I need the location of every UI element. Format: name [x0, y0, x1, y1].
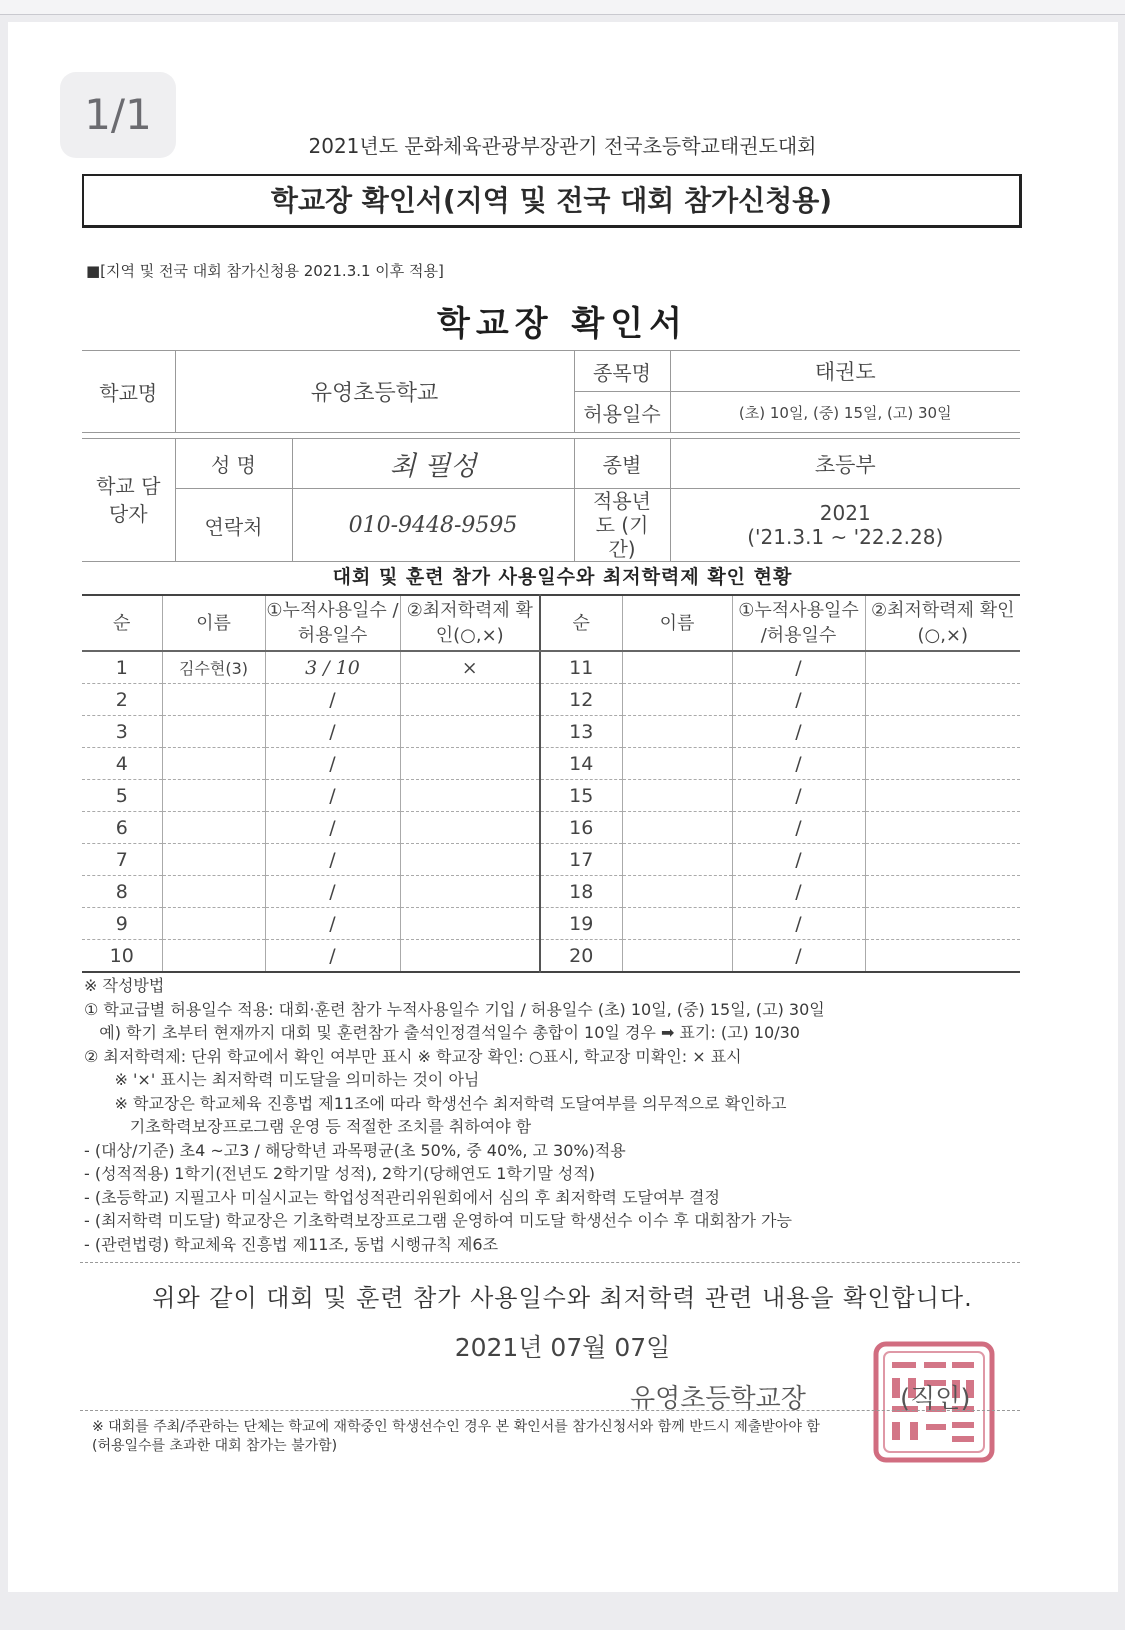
table-row [82, 876, 1020, 908]
roster-days: / [732, 908, 865, 940]
roster-name [622, 651, 732, 684]
roster-no: 13 [540, 716, 622, 748]
instruction-line: - (대상/기준) 초4 ~고3 / 해당학년 과목평균(초 50%, 중 40%, 고 30%)적용 [84, 1140, 626, 1160]
issue-date: 2021년 07월 07일 [454, 1333, 671, 1362]
instruction-line: ※ '×' 표시는 최저학력 미도달을 의미하는 것이 아님 [84, 1070, 480, 1089]
roster-name [622, 748, 732, 780]
year-label: 적용년도 (기간) [574, 489, 670, 562]
roster-check [865, 940, 1020, 973]
writing-instructions [84, 974, 1044, 1256]
roster-days: / [732, 812, 865, 844]
roster-no: 19 [540, 908, 622, 940]
competition-title: 2021년도 문화체육관광부장관기 전국초등학교태권도대회 [308, 134, 817, 158]
roster-name [162, 844, 265, 876]
roster-check [865, 908, 1020, 940]
table-row [82, 780, 1020, 812]
roster-check [865, 812, 1020, 844]
roster-check [865, 716, 1020, 748]
roster-days: / [265, 780, 400, 812]
roster-name [622, 812, 732, 844]
instruction-line: - (초등학교) 지필고사 미실시교는 학업성적관리위원회에서 심의 후 최저학력 도달여부 결정 [84, 1187, 720, 1207]
divider [80, 1410, 1020, 1411]
school-info-table [82, 350, 1020, 562]
instruction-line: ※ 학교장은 학교체육 진흥법 제11조에 따라 학생선수 최저학력 도달여부를 의무적으로 확인하고 [84, 1093, 787, 1113]
roster-section-title: 대회 및 훈련 참가 사용일수와 최저학력제 확인 현황 [332, 566, 793, 588]
table-row [82, 684, 1020, 716]
roster-no: 6 [82, 812, 162, 844]
allowed-days-value: (초) 10일, (중) 15일, (고) 30일 [670, 392, 1020, 433]
roster-name [162, 780, 265, 812]
event-value: 태권도 [670, 351, 1020, 392]
roster-check [400, 716, 540, 748]
instruction-line: - (관련법령) 학교체육 진흥법 제11조, 동법 시행규칙 제6조 [84, 1234, 499, 1254]
category-value: 초등부 [670, 439, 1020, 489]
col-header-check-2: ②최저학력제 확인(○,×) [865, 595, 1020, 651]
roster-check [400, 940, 540, 973]
roster-days: / [732, 876, 865, 908]
table-row [82, 651, 1020, 684]
manager-name-value: 최 필성 [292, 439, 574, 489]
roster-check [865, 780, 1020, 812]
allowed-days-label: 허용일수 [574, 392, 670, 433]
table-row [82, 716, 1020, 748]
year-value: 2021 [819, 501, 871, 525]
roster-days: / [265, 748, 400, 780]
roster-days: / [732, 716, 865, 748]
roster-no: 18 [540, 876, 622, 908]
roster-days: / [732, 748, 865, 780]
principal-signer: 유영초등학교장 [630, 1384, 806, 1414]
period-value: ('21.3.1 ~ '22.2.28) [747, 525, 944, 549]
roster-no: 9 [82, 908, 162, 940]
roster-no: 15 [540, 780, 622, 812]
roster-check [400, 876, 540, 908]
footnote [92, 1418, 992, 1456]
roster-days: / [265, 908, 400, 940]
col-header-no-2: 순 [540, 595, 622, 651]
roster-no: 10 [82, 940, 162, 973]
roster-check: × [400, 651, 540, 684]
roster-days: / [265, 684, 400, 716]
roster-name [622, 908, 732, 940]
table-row [82, 940, 1020, 973]
roster-name [162, 716, 265, 748]
roster-check [400, 812, 540, 844]
roster-check [400, 844, 540, 876]
document-title: 학교장 확인서 [437, 304, 688, 344]
roster-no: 17 [540, 844, 622, 876]
roster-check [400, 780, 540, 812]
roster-name [622, 780, 732, 812]
roster-days: / [265, 716, 400, 748]
roster-days: / [732, 844, 865, 876]
category-label: 종별 [574, 439, 670, 489]
col-header-check: ②최저학력제 확인(○,×) [400, 595, 540, 651]
col-header-days: ①누적사용일수 /허용일수 [265, 595, 400, 651]
roster-days: / [265, 876, 400, 908]
roster-check [865, 876, 1020, 908]
seal-label: (직인) [900, 1384, 971, 1414]
divider [80, 1262, 1020, 1263]
roster-no: 14 [540, 748, 622, 780]
col-header-name-2: 이름 [622, 595, 732, 651]
page-indicator: 1/1 [60, 72, 176, 158]
roster-name [162, 940, 265, 973]
roster-name [622, 684, 732, 716]
instruction-line: - (성적적용) 1학기(전년도 2학기말 성적), 2학기(당해연도 1학기말 성적) [84, 1164, 596, 1183]
confirmation-statement: 위와 같이 대회 및 훈련 참가 사용일수와 최저학력 관련 내용을 확인합니다. [152, 1284, 973, 1312]
roster-days: / [265, 812, 400, 844]
roster-check [865, 651, 1020, 684]
roster-name [162, 684, 265, 716]
roster-name [622, 876, 732, 908]
instruction-line: ※ 작성방법 [84, 976, 165, 995]
roster-days: / [732, 940, 865, 973]
instruction-line: - (최저학력 미도달) 학교장은 기초학력보장프로그램 운영하여 미도달 학생선수 이수 후 대회참가 가능 [84, 1211, 792, 1230]
footnote-line: (허용일수를 초과한 대회 참가는 불가함) [92, 1438, 338, 1454]
roster-table [82, 594, 1020, 973]
instruction-line: 기초학력보장프로그램 운영 등 적절한 조치를 취하여야 함 [84, 1117, 532, 1136]
roster-check [865, 684, 1020, 716]
roster-name [622, 716, 732, 748]
roster-no: 20 [540, 940, 622, 973]
col-header-no: 순 [82, 595, 162, 651]
roster-days: / [732, 780, 865, 812]
roster-check [865, 748, 1020, 780]
contact-label: 연락처 [175, 489, 292, 562]
school-name-value: 유영초등학교 [175, 351, 574, 433]
instruction-line: ② 최저학력제: 단위 학교에서 확인 여부만 표시 ※ 학교장 확인: ○표시, 학교장 미확인: × 표시 [84, 1046, 742, 1066]
roster-name [162, 908, 265, 940]
roster-name [162, 748, 265, 780]
roster-no: 12 [540, 684, 622, 716]
roster-name: 김수현(3) [162, 651, 265, 684]
roster-name [622, 940, 732, 973]
roster-check [400, 748, 540, 780]
footnote-line: ※ 대회를 주최/주관하는 단체는 학교에 재학중인 학생선수인 경우 본 확인서를 참가신청서와 함께 반드시 제출받아야 함 [92, 1419, 820, 1435]
instruction-line: ① 학교급별 허용일수 적용: 대회·훈련 참가 누적사용일수 기입 / 허용일수 (초) 10일, (중) 15일, (고) 30일 [84, 999, 825, 1019]
roster-no: 4 [82, 748, 162, 780]
table-row [82, 812, 1020, 844]
roster-name [162, 876, 265, 908]
roster-days: / [732, 684, 865, 716]
roster-days: / [265, 940, 400, 973]
application-notice: ■[지역 및 전국 대회 참가신청용 2021.3.1 이후 적용] [86, 262, 444, 280]
boxed-title: 학교장 확인서(지역 및 전국 대회 참가신청용) [82, 174, 1022, 228]
table-row [82, 748, 1020, 780]
roster-name [622, 844, 732, 876]
col-header-name: 이름 [162, 595, 265, 651]
roster-no: 7 [82, 844, 162, 876]
manager-label: 학교 담당자 [82, 439, 175, 562]
school-name-label: 학교명 [82, 351, 175, 433]
roster-no: 16 [540, 812, 622, 844]
roster-days: 3 / 10 [265, 651, 400, 684]
instruction-line: 예) 학기 초부터 현재까지 대회 및 훈련참가 출석인정결석일수 총합이 10일 경우 ➡ 표기: (고) 10/30 [84, 1023, 800, 1042]
viewer-top-bar [0, 0, 1125, 15]
roster-no: 1 [82, 651, 162, 684]
name-label: 성 명 [175, 439, 292, 489]
roster-check [865, 844, 1020, 876]
table-row [82, 908, 1020, 940]
roster-no: 2 [82, 684, 162, 716]
roster-check [400, 908, 540, 940]
roster-name [162, 812, 265, 844]
event-label: 종목명 [574, 351, 670, 392]
contact-value: 010-9448-9595 [292, 489, 574, 562]
roster-days: / [265, 844, 400, 876]
roster-check [400, 684, 540, 716]
roster-no: 8 [82, 876, 162, 908]
roster-no: 11 [540, 651, 622, 684]
col-header-days-2: ①누적사용일수 /허용일수 [732, 595, 865, 651]
roster-no: 3 [82, 716, 162, 748]
roster-no: 5 [82, 780, 162, 812]
roster-days: / [732, 651, 865, 684]
table-row [82, 844, 1020, 876]
year-cell [670, 489, 1020, 562]
